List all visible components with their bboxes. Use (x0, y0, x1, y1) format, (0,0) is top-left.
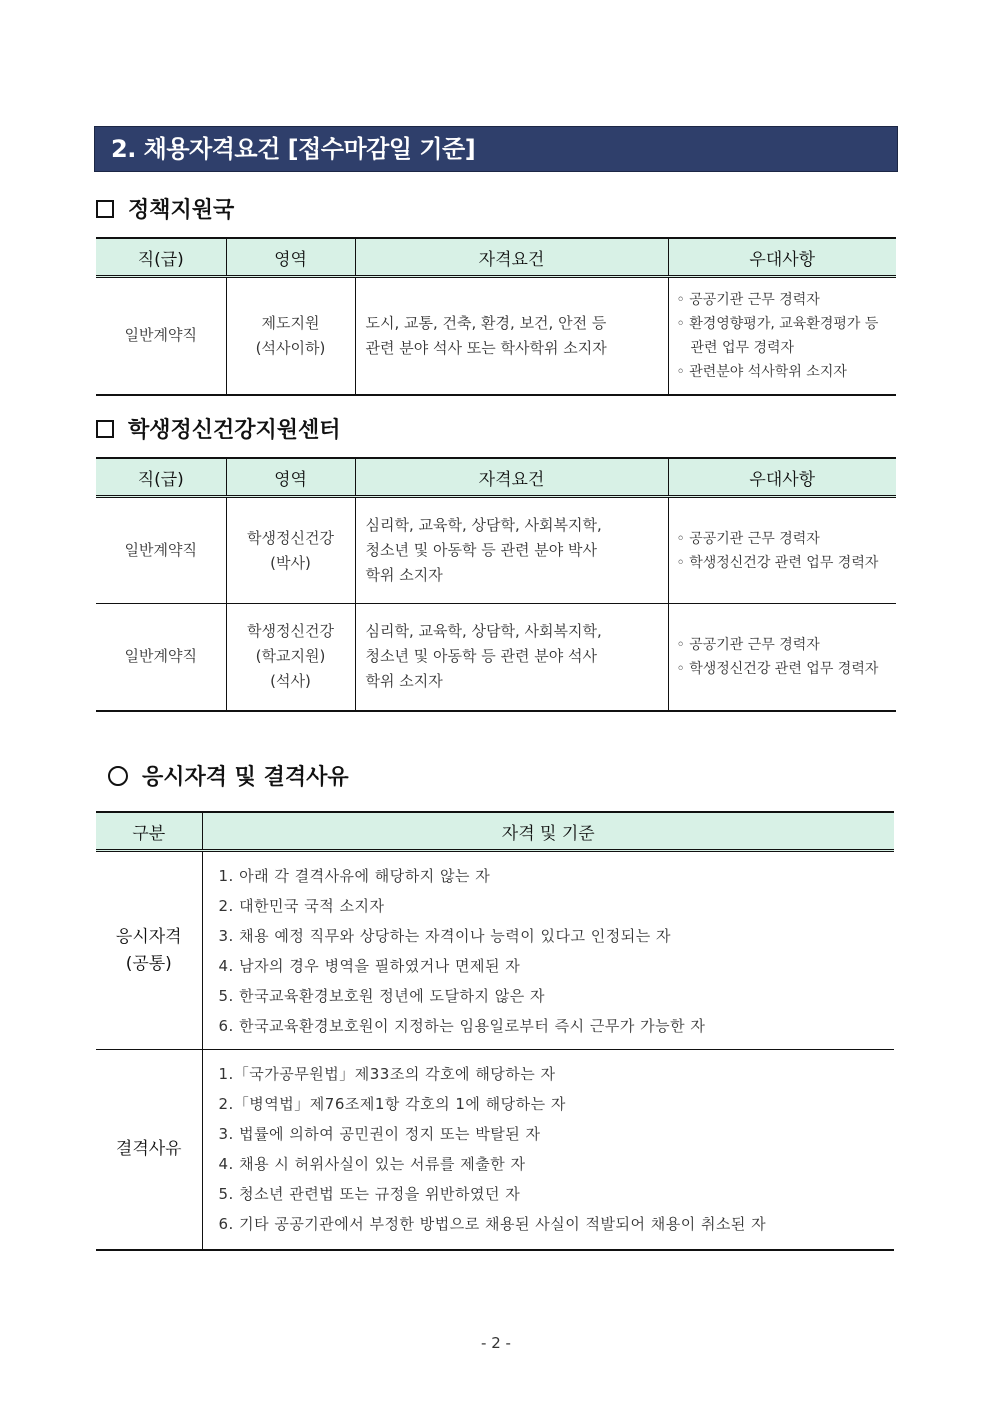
requirements-cell (355, 497, 668, 604)
mental-health-table (96, 457, 896, 712)
circle-bullet-icon (108, 766, 128, 786)
header-area: 영역 (226, 458, 355, 497)
area-line: (박사) (270, 553, 311, 572)
page-number: - 2 - (481, 1334, 511, 1352)
preferences-cell (668, 277, 896, 395)
list-item: 4. 남자의 경우 병역을 필하였거나 면제된 자 (218, 956, 521, 975)
list-item: 5. 한국교육환경보호원 정년에 도달하지 않은 자 (218, 986, 545, 1005)
criteria-cell (202, 851, 894, 1050)
header-category: 구분 (96, 812, 202, 851)
list-item: 3. 법률에 의하여 공민권이 정지 또는 박탈된 자 (218, 1125, 541, 1144)
preference-item: ◦ 공공기관 근무 경력자 (676, 530, 820, 547)
category-cell (96, 1050, 202, 1250)
table-row (96, 851, 894, 1050)
header-criteria: 자격 및 기준 (202, 812, 894, 851)
grade-cell: 일반계약직 (96, 604, 226, 711)
requirement-line: 학위 소지자 (365, 672, 443, 691)
preference-item: ◦ 공공기관 근무 경력자 (676, 291, 820, 308)
section1-heading (96, 193, 234, 224)
area-cell (226, 277, 355, 395)
section-banner: 2. 채용자격요건 [접수마감일 기준] (94, 126, 898, 172)
table-row (96, 277, 896, 395)
table-header-row (96, 458, 896, 497)
area-line: (석사이하) (255, 338, 326, 357)
preference-item: ◦ 관련분야 석사학위 소지자 (676, 363, 847, 380)
header-requirements: 자격요건 (355, 458, 668, 497)
table-row (96, 604, 896, 711)
category-line: (공통) (125, 953, 172, 974)
area-line: 학생정신건강 (247, 528, 334, 547)
preferences-cell (668, 604, 896, 711)
requirements-cell (355, 604, 668, 711)
header-area: 영역 (226, 238, 355, 277)
table-header-row (96, 812, 894, 851)
category-line: 결격사유 (115, 1138, 182, 1159)
requirement-line: 학위 소지자 (365, 566, 443, 584)
section3-title: 응시자격 및 결격사유 (142, 764, 349, 790)
table-header-row (96, 238, 896, 277)
preference-item: ◦ 학생정신건강 관련 업무 경력자 (676, 660, 879, 677)
preference-item: ◦ 학생정신건강 관련 업무 경력자 (676, 554, 879, 571)
list-item: 2.「병역법」제76조제1항 각호의 1에 해당하는 자 (218, 1095, 566, 1114)
section2-heading (96, 413, 341, 444)
section3-heading (108, 760, 349, 791)
list-item: 6. 한국교육환경보호원이 지정하는 임용일로부터 즉시 근무가 가능한 자 (218, 1016, 706, 1035)
header-grade: 직(급) (96, 458, 226, 497)
requirements-cell (355, 277, 668, 395)
list-item: 6. 기타 공공기관에서 부정한 방법으로 채용된 사실이 적발되어 채용이 취소된 자 (218, 1215, 767, 1234)
preference-item: ◦ 환경영향평가, 교육환경평가 등 관련 업무 경력자 (676, 315, 879, 356)
table-row (96, 1050, 894, 1250)
requirement-line: 청소년 및 아동학 등 관련 분야 박사 (365, 541, 597, 559)
list-item: 1. 아래 각 결격사유에 해당하지 않는 자 (218, 866, 491, 885)
area-cell (226, 604, 355, 711)
requirement-line: 심리학, 교육학, 상담학, 사회복지학, (365, 622, 602, 641)
table-row (96, 497, 896, 604)
checkbox-square-icon (96, 420, 114, 438)
category-line: 응시자격 (115, 926, 182, 947)
criteria-cell (202, 1050, 894, 1250)
category-cell (96, 851, 202, 1050)
header-grade: 직(급) (96, 238, 226, 277)
requirement-line: 관련 분야 석사 또는 학사학위 소지자 (365, 338, 607, 357)
requirement-line: 청소년 및 아동학 등 관련 분야 석사 (365, 647, 597, 666)
list-item: 2. 대한민국 국적 소지자 (218, 896, 385, 915)
policy-support-table (96, 237, 896, 396)
area-cell (226, 497, 355, 604)
requirement-line: 심리학, 교육학, 상담학, 사회복지학, (365, 516, 602, 534)
section2-title: 학생정신건강지원센터 (128, 417, 341, 443)
checkbox-square-icon (96, 200, 114, 218)
area-line: (석사) (270, 672, 311, 691)
list-item: 5. 청소년 관련법 또는 규정을 위반하였던 자 (218, 1185, 521, 1204)
header-preferences: 우대사항 (668, 238, 896, 277)
area-line: 학생정신건강 (247, 622, 334, 641)
preference-item: ◦ 공공기관 근무 경력자 (676, 636, 820, 653)
area-line: 제도지원 (261, 313, 320, 332)
section1-title: 정책지원국 (128, 197, 235, 223)
header-preferences: 우대사항 (668, 458, 896, 497)
list-item: 3. 채용 예정 직무와 상당하는 자격이나 능력이 있다고 인정되는 자 (218, 926, 671, 945)
list-item: 1.「국가공무원법」제33조의 각호에 해당하는 자 (218, 1065, 556, 1084)
eligibility-table (96, 811, 894, 1251)
preferences-cell (668, 497, 896, 604)
area-line: (학교지원) (255, 647, 326, 666)
grade-cell: 일반계약직 (96, 277, 226, 395)
header-requirements: 자격요건 (355, 238, 668, 277)
requirement-line: 도시, 교통, 건축, 환경, 보건, 안전 등 (365, 313, 607, 332)
grade-cell: 일반계약직 (96, 497, 226, 604)
list-item: 4. 채용 시 허위사실이 있는 서류를 제출한 자 (218, 1155, 526, 1174)
